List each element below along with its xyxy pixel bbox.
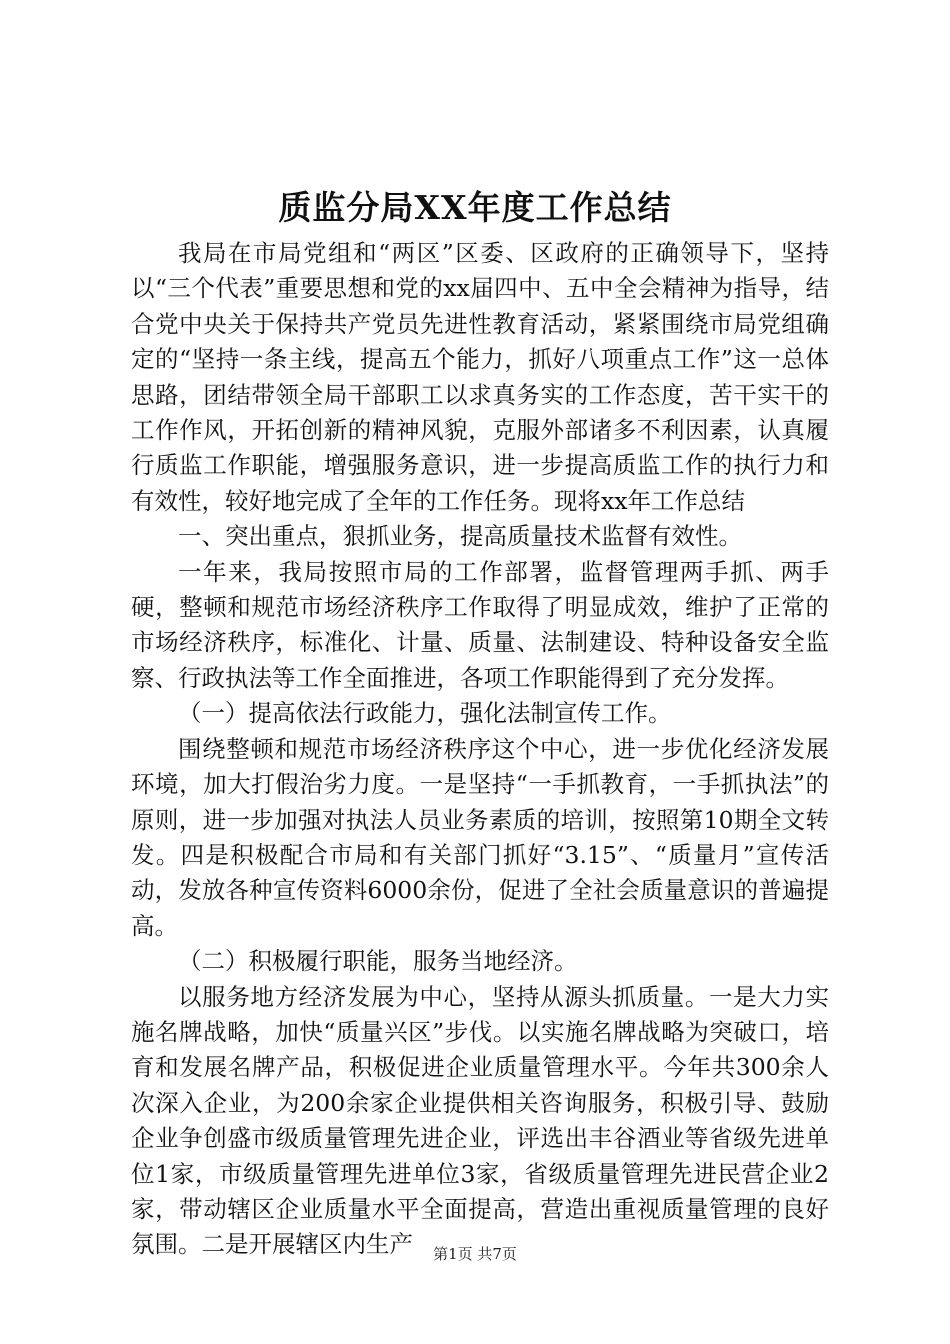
page-number-footer: 第1页 共7页 bbox=[433, 1245, 517, 1263]
paragraph-subsection-1: 围绕整顿和规范市场经济秩序这个中心，进一步优化经济发展环境，加大打假治劣力度。一是坚持“一手抓教育，一手抓执法”的原则，进一步加强对执法人员业务素质的培训，按照第10期全文转发。四是积极配合市局和有关部门抓好“3.15”、“质量月”宣传活动，发放各种宣传资料6000余份，促进了全社会质量意识的普遍提高。 bbox=[131, 734, 829, 940]
document-body bbox=[131, 236, 829, 1263]
paragraph-subsection-2: 以服务地方经济发展为中心，坚持从源头抓质量。一是大力实施名牌战略，加快“质量兴区”步伐。以实施名牌战略为突破口，培育和发展名牌产品，积极促进企业质量管理水平。今年共300余人次深入企业，为200余家企业提供相关咨询服务，积极引导、鼓励企业争创盛市级质量管理先进企业，评选出丰谷酒业等省级先进单位1家，市级质量管理先进单位3家，省级质量管理先进民营企业2家，带动辖区企业质量水平全面提高，营造出重视质量管理的良好氛围。二是开展辖区内生产 bbox=[131, 982, 829, 1259]
paragraph-section-1: 一年来，我局按照市局的工作部署，监督管理两手抓、两手硬，整顿和规范市场经济秩序工作取得了明显成效，维护了正常的市场经济秩序，标准化、计量、质量、法制建设、特种设备安全监察、行政执法等工作全面推进，各项工作职能得到了充分发挥。 bbox=[131, 557, 829, 692]
section-heading-1: 一、突出重点，狠抓业务，提高质量技术监督有效性。 bbox=[178, 522, 742, 551]
subsection-heading-2: （二）积极履行职能，服务当地经济。 bbox=[178, 947, 578, 976]
subsection-heading-1: （一）提高依法行政能力，强化法制宣传工作。 bbox=[178, 699, 672, 728]
document-title: 质监分局XX年度工作总结 bbox=[278, 188, 672, 227]
paragraph-intro: 我局在市局党组和“两区”区委、区政府的正确领导下，坚持以“三个代表”重要思想和党的xx届四中、五中全会精神为指导，结合党中央关于保持共产党员先进性教育活动，紧紧围绕市局党组确定的“坚持一条主线，提高五个能力，抓好八项重点工作”这一总体思路，团结带领全局干部职工以求真务实的工作态度，苦干实干的工作作风，开拓创新的精神风貌，克服外部诸多不利因素，认真履行质监工作职能，增强服务意识，进一步提高质监工作的执行力和有效性，较好地完成了全年的工作任务。现将xx年工作总结 bbox=[131, 239, 829, 515]
